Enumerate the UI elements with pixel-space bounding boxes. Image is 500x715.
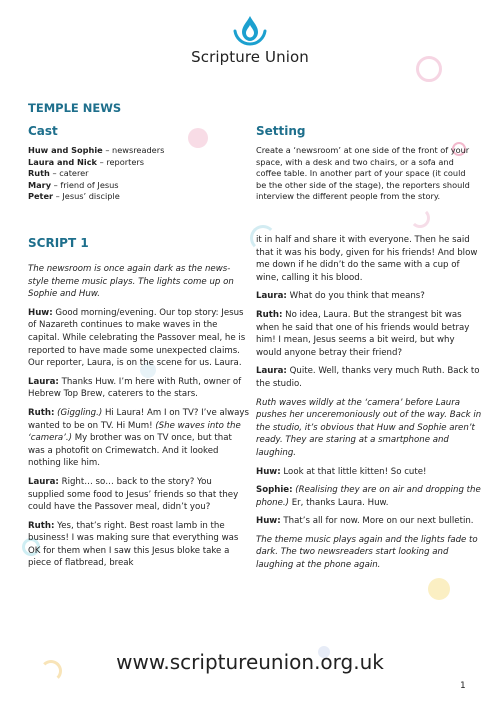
cast-item: Mary – friend of Jesus xyxy=(28,179,119,190)
script-heading: SCRIPT 1 xyxy=(28,236,89,250)
script-line: Huw: Good morning/evening. Our top story: Jesus of Nazareth continues to make waves in the capital. While celebrating the Passover meal, he is reported to have made some unexpected claims. Our reporter, Laura, is on the scene for us. Laura. xyxy=(28,307,246,369)
cast-item: Laura and Nick – reporters xyxy=(28,156,144,167)
setting-text: Create a ‘newsroom’ at one side of the front of your space, with a desk and two chairs, or a sofa and coffee table. In another part of your space (it could be the other side of the stage), the reporters should interview the different people from the story. xyxy=(256,145,470,201)
script-line: Huw: That’s all for now. More on our next bulletin. xyxy=(256,516,474,527)
script-line: Huw: Look at that little kitten! So cute! xyxy=(256,466,427,477)
script-line: Laura: Quite. Well, thanks very much Ruth. Back to the studio. xyxy=(256,366,480,389)
cast-item: Huw and Sophie – newsreaders xyxy=(28,145,165,155)
script-line: Ruth: No idea, Laura. But the strangest bit was when he said that one of his friends would betray him! I mean, Jesus seems a bit weird, but why would anyone betray their friend? xyxy=(256,309,470,358)
stage-direction: Ruth waves wildly at the ‘camera’ before Laura pushes her unceremoniously out of the way. Back in the studio, it’s obvious that Huw and Sophie aren’t ready. They are staring at a smartphone and laughing. xyxy=(256,397,482,458)
script-line: Laura: What do you think that means? xyxy=(256,291,425,302)
stage-direction: The theme music plays again and the lights fade to dark. The two newsreaders start looking and laughing at the phone again. xyxy=(256,534,478,571)
brand-logo xyxy=(190,14,310,66)
script-line: Sophie: (Realising they are on air and dropping the phone.) Er, thanks Laura. Huw. xyxy=(256,485,481,508)
brand-name: Scripture Union xyxy=(191,48,309,66)
script-column-left xyxy=(28,263,250,576)
script-line: it in half and share it with everyone. Then he said that it was his body, given for his friends! And blow me down if he didn’t do the same with a cup of wine, calling it his blood. xyxy=(256,235,478,283)
cast-list xyxy=(28,145,243,203)
script-line: Ruth: (Giggling.) Hi Laura! Am I on TV? I’ve always wanted to be on TV. Hi Mum! (She waves into the ‘camera’.) My brother was on TV once, but that was a photofit on Crimewatch. And it looked nothing like him. xyxy=(28,407,249,469)
cast-item: Peter – Jesus’ disciple xyxy=(28,191,120,201)
page-title: TEMPLE NEWS xyxy=(28,101,122,115)
stage-direction: The newsroom is once again dark as the news-style theme music plays. The lights come up on Sophie and Huw. xyxy=(28,264,234,300)
script-line: Laura: Right… so… back to the story? You supplied some food to Jesus’ friends so that they could have the Passover meal, didn’t you? xyxy=(28,476,239,513)
script-column-right xyxy=(256,234,482,578)
decorative-ring xyxy=(416,56,442,82)
setting-heading: Setting xyxy=(256,124,306,138)
footer-url: www.scriptureunion.org.uk xyxy=(116,650,384,674)
cast-item: Ruth – caterer xyxy=(28,168,89,178)
page-number: 1 xyxy=(460,681,466,691)
flame-drop-icon xyxy=(230,14,270,46)
decorative-arc xyxy=(410,208,430,228)
script-line: Laura: Thanks Huw. I’m here with Ruth, owner of Hebrew Top Brew, caterers to the stars. xyxy=(28,376,242,400)
decorative-dot xyxy=(428,578,450,600)
script-line: Ruth: Yes, that’s right. Best roast lamb in the business! I was making sure that everything was OK for them when I saw this Jesus bloke take a piece of flatbread, break xyxy=(28,520,239,569)
cast-heading: Cast xyxy=(28,124,58,138)
